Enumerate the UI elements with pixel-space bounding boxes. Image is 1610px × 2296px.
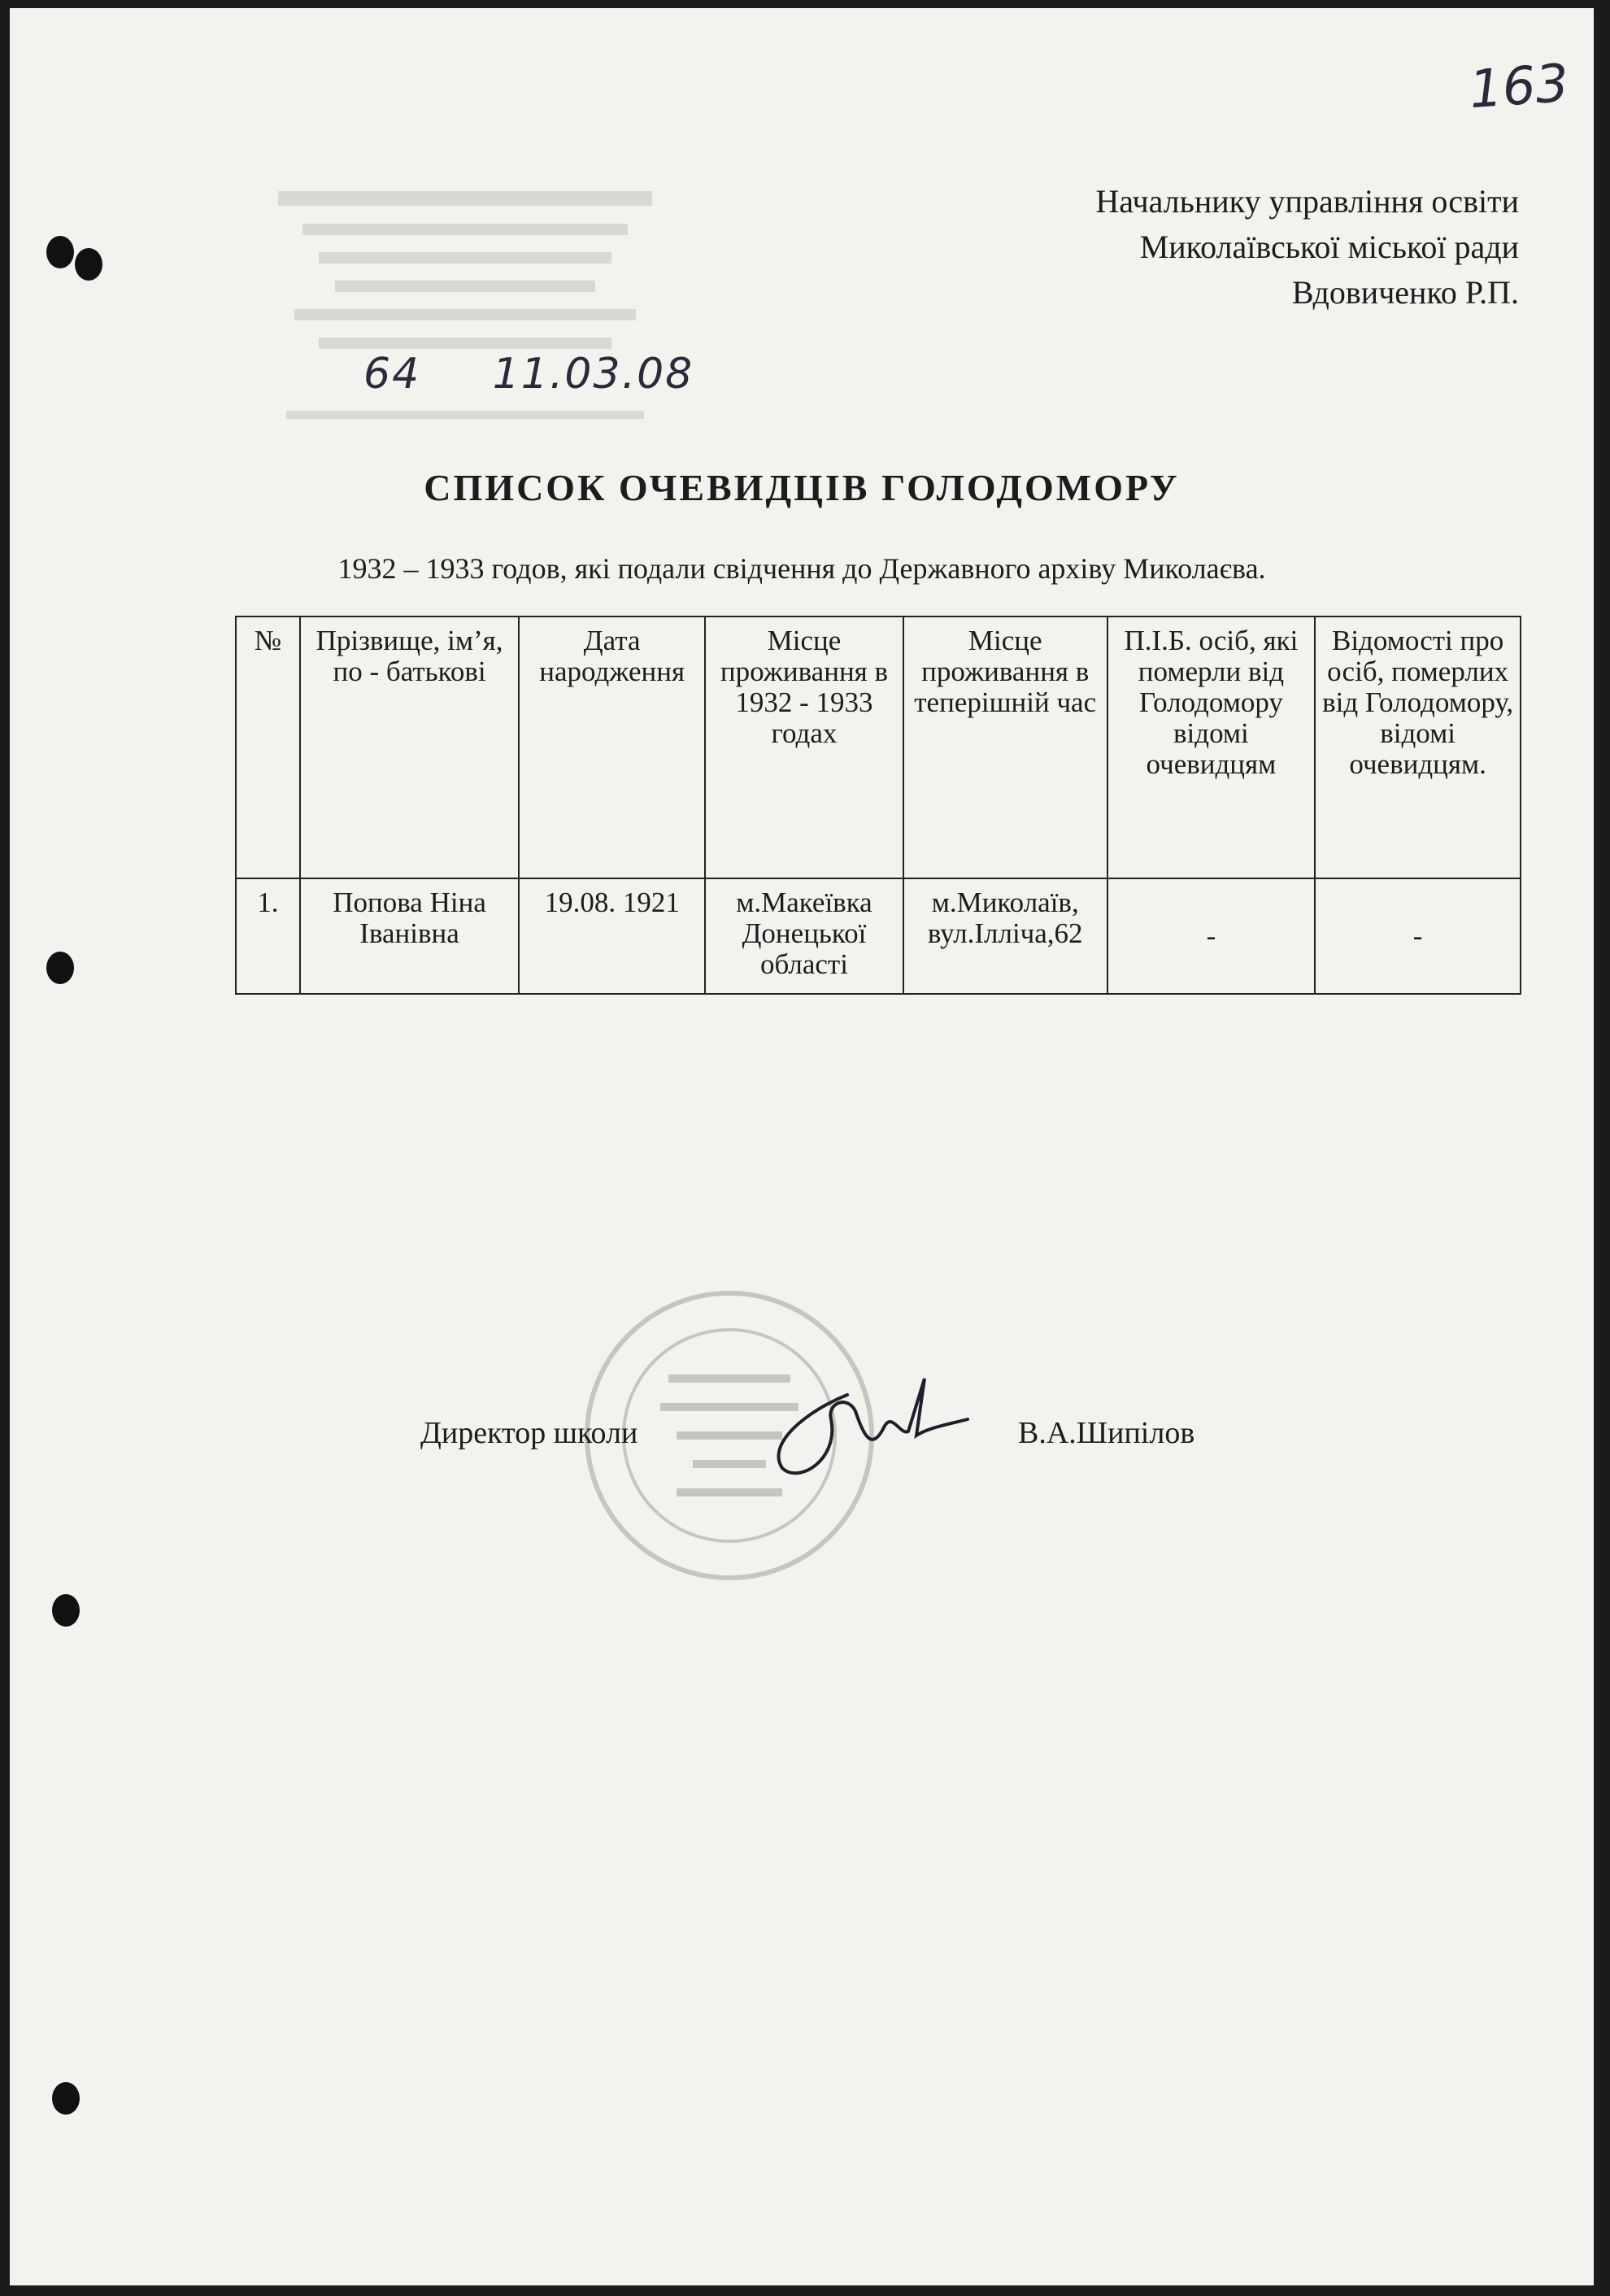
- page-number: 163: [1467, 53, 1571, 121]
- registration-date: 11.03.08: [492, 350, 694, 399]
- table-header-row: [236, 616, 1521, 878]
- header-residence-1932: Місце проживання в 1932 - 1933 годах: [705, 616, 903, 878]
- document-page: [10, 8, 1594, 2285]
- header-birth-date: Дата народження: [519, 616, 705, 878]
- addressee-block: [1095, 179, 1519, 316]
- document-subtitle: 1932 – 1933 годов, які подали свідчення до Державного архіву Миколаєва.: [337, 552, 1266, 585]
- faded-registration-stamp: [270, 183, 660, 451]
- header-residence-now: Місце проживання в теперішній час: [903, 616, 1107, 878]
- table-row: [236, 878, 1521, 994]
- cell-number: 1.: [236, 878, 300, 994]
- punch-hole: [52, 1594, 80, 1627]
- header-died-names: П.І.Б. осіб, які померли від Голодомору відомі очевидцям: [1107, 616, 1316, 878]
- punch-hole: [46, 952, 74, 984]
- punch-hole: [52, 2082, 80, 2115]
- cell-name: Попова Ніна Іванівна: [300, 878, 519, 994]
- document-title: СПИСОК ОЧЕВИДЦІВ ГОЛОДОМОРУ: [424, 467, 1180, 508]
- addressee-line-3: Вдовиченко Р.П.: [1291, 274, 1519, 311]
- header-name: Прізвище, ім’я, по - батькові: [300, 616, 519, 878]
- witness-table: [235, 616, 1521, 995]
- registration-number: 64: [363, 350, 421, 399]
- signatory-position: Директор школи: [420, 1416, 638, 1450]
- cell-residence-now: м.Миколаїв, вул.Ілліча,62: [903, 878, 1107, 994]
- header-died-info: Відомості про осіб, померлих від Голодомору, відомі очевидцям.: [1315, 616, 1521, 878]
- addressee-line-2: Миколаївської міської ради: [1139, 229, 1519, 265]
- header-number: №: [236, 616, 300, 878]
- cell-died-info: -: [1315, 878, 1521, 994]
- cell-died-names: -: [1107, 878, 1316, 994]
- cell-residence-1932: м.Макеївка Донецької області: [705, 878, 903, 994]
- director-signature: [750, 1362, 969, 1484]
- punch-hole: [75, 248, 102, 281]
- punch-hole: [46, 236, 74, 268]
- addressee-line-1: Начальнику управління освіти: [1095, 183, 1519, 220]
- cell-birth-date: 19.08. 1921: [519, 878, 705, 994]
- signatory-name: В.А.Шипілов: [1018, 1416, 1195, 1450]
- registration-mark: [363, 350, 694, 399]
